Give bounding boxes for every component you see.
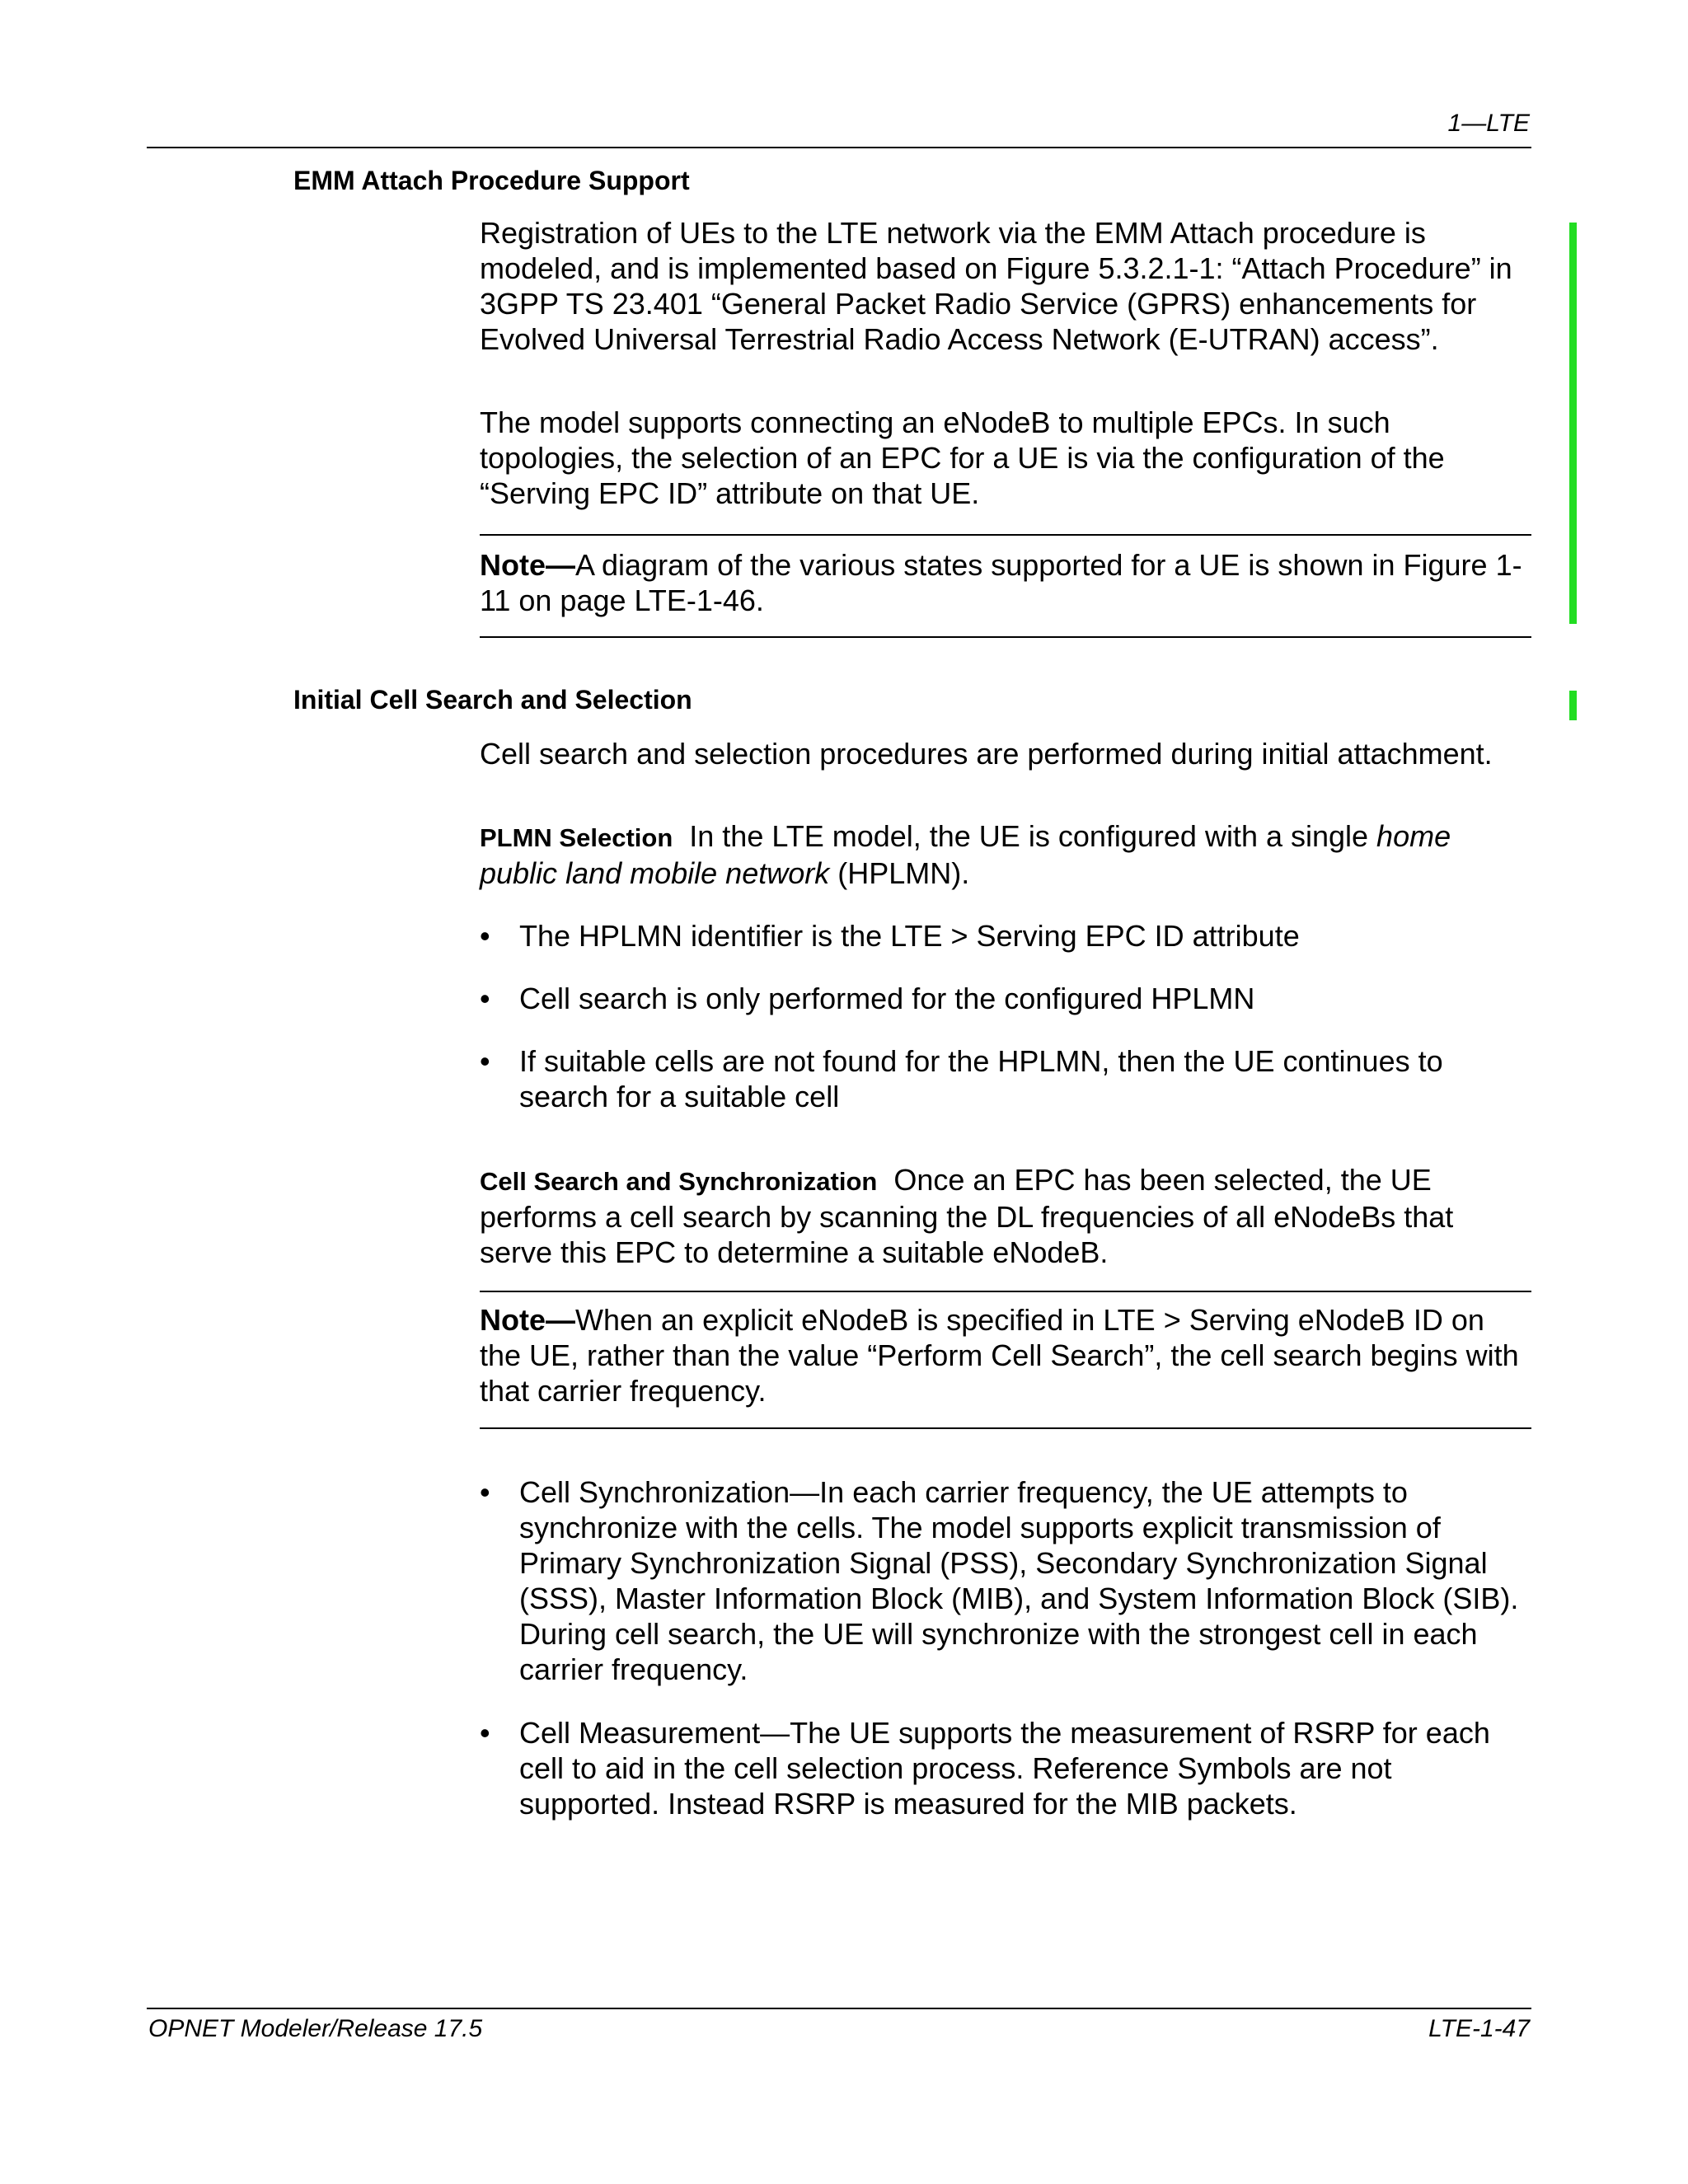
plmn-text-b: (HPLMN).	[829, 856, 970, 890]
change-bar	[1569, 691, 1577, 720]
footer-product: OPNET Modeler/Release 17.5	[148, 2015, 483, 2042]
plmn-text-italic: home public land mobile network	[480, 819, 1451, 890]
cell-search-note	[480, 1302, 1531, 1408]
plmn-selection-paragraph	[480, 818, 1531, 891]
note-label: Note—	[480, 548, 575, 582]
plmn-text-a: In the LTE model, the UE is configured with a single	[689, 819, 1377, 853]
bullet-dot: •	[480, 982, 490, 1015]
list-item	[480, 918, 1531, 954]
list-item	[480, 1715, 1531, 1821]
note-rule-bottom	[480, 636, 1531, 638]
running-head: 1—LTE	[1447, 110, 1530, 137]
change-bar	[1569, 223, 1577, 624]
emm-note	[480, 547, 1531, 618]
bullet-text: If suitable cells are not found for the HPLMN, then the UE continues to search for a suitable cell	[519, 1044, 1443, 1113]
list-item	[480, 981, 1531, 1016]
header-rule	[147, 147, 1531, 148]
run-in-heading-sync: Cell Search and Synchronization	[480, 1167, 878, 1196]
section-heading-emm: EMM Attach Procedure Support	[293, 166, 690, 195]
bullet-text: The HPLMN identifier is the LTE > Serving EPC ID attribute	[519, 919, 1300, 953]
note-label: Note—	[480, 1303, 575, 1337]
note-text: When an explicit eNodeB is specified in LTE > Serving eNodeB ID on the UE, rather than the value “Perform Cell Search”, the cell search begins with that carrier frequency.	[480, 1303, 1519, 1408]
list-item	[480, 1474, 1531, 1687]
bullet-text: Cell search is only performed for the configured HPLMN	[519, 982, 1255, 1015]
note-rule-bottom	[480, 1427, 1531, 1429]
run-in-heading-plmn: PLMN Selection	[480, 823, 673, 852]
note-text: A diagram of the various states supported for a UE is shown in Figure 1-11 on page LTE-1-46.	[480, 548, 1522, 617]
section-heading-cell-search: Initial Cell Search and Selection	[293, 685, 692, 715]
note-rule-top	[480, 1291, 1531, 1292]
footer-rule	[147, 2008, 1531, 2009]
bullet-text: Cell Measurement—The UE supports the measurement of RSRP for each cell to aid in the cell selection process. Reference Symbols are not supported. Instead RSRP is measured for the MIB packets.	[519, 1716, 1490, 1821]
sync-text: Once an EPC has been selected, the UE performs a cell search by scanning the DL frequencies of all eNodeBs that serve this EPC to determine a suitable eNodeB.	[480, 1163, 1454, 1269]
note-rule-top	[480, 534, 1531, 536]
bullet-text: Cell Synchronization—In each carrier frequency, the UE attempts to synchronize with the cells. The model supports explicit transmission of Primary Synchronization Signal (PSS), Secondary Synchronization Signal (SSS), Master Information Block (MIB), and System Information Block (SIB). During cell search, the UE will synchronize with the strongest cell in each carrier frequency.	[519, 1475, 1519, 1686]
bullet-dot: •	[480, 1475, 490, 1509]
emm-paragraph-1: Registration of UEs to the LTE network via the EMM Attach procedure is modeled, and is implemented based on Figure 5.3.2.1-1: “Attach Procedure” in 3GPP TS 23.401 “General Packet Radio Service (GPRS) enhancements for Evolved Universal Terrestrial Radio Access Network (E-UTRAN) access”.	[480, 216, 1512, 356]
footer-page-number: LTE-1-47	[1428, 2015, 1530, 2042]
cell-search-sync-paragraph	[480, 1162, 1531, 1270]
cell-search-intro: Cell search and selection procedures are performed during initial attachment.	[480, 737, 1493, 771]
emm-paragraph-2: The model supports connecting an eNodeB to multiple EPCs. In such topologies, the selection of an EPC for a UE is via the configuration of the “Serving EPC ID” attribute on that UE.	[480, 405, 1445, 510]
bullet-dot: •	[480, 1716, 490, 1750]
list-item	[480, 1043, 1531, 1114]
bullet-dot: •	[480, 1044, 490, 1078]
bullet-dot: •	[480, 919, 490, 953]
